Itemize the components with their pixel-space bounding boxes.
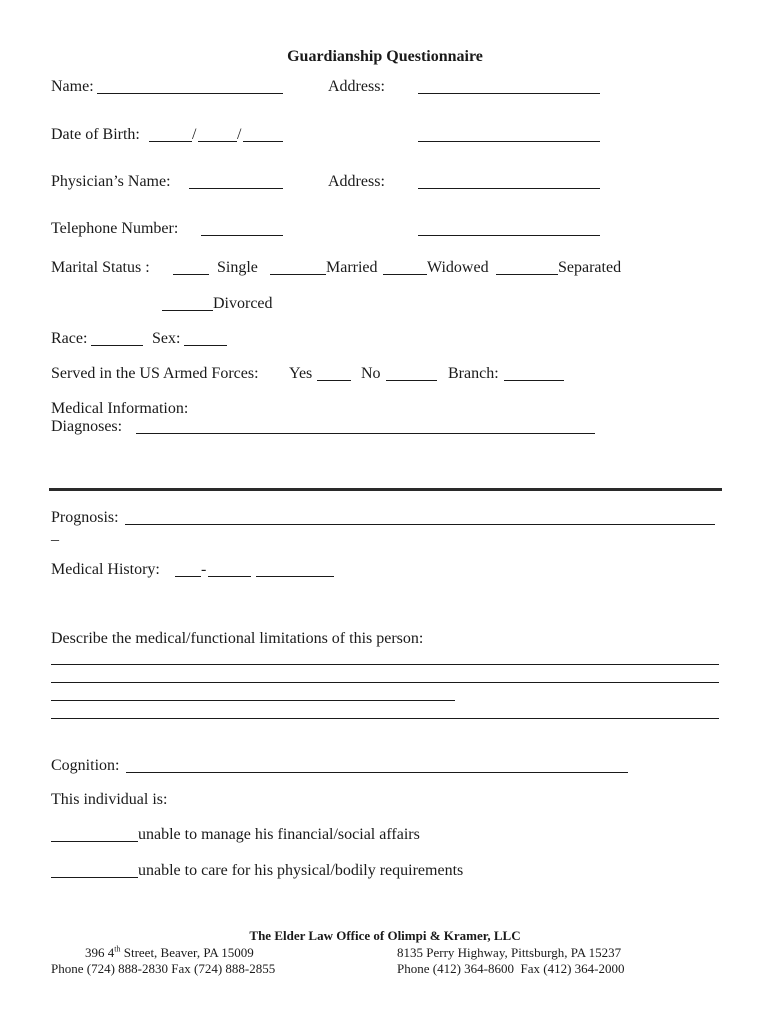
no-label: No: [361, 365, 381, 382]
sex-field[interactable]: [184, 345, 227, 346]
sex-label: Sex:: [152, 330, 181, 347]
yes-label: Yes: [289, 365, 313, 382]
dob-year-field[interactable]: [243, 141, 283, 142]
address-field-line-1[interactable]: [418, 93, 600, 94]
cognition-field[interactable]: [126, 772, 628, 773]
name-field[interactable]: [97, 93, 283, 94]
divorced-label: Divorced: [213, 295, 273, 312]
footer-left-address-number: 396 4: [85, 945, 115, 960]
financial-check-field[interactable]: [51, 841, 138, 842]
limitations-label: Describe the medical/functional limitations of this person:: [51, 630, 424, 647]
footer-right-address: 8135 Perry Highway, Pittsburgh, PA 15237: [397, 945, 622, 960]
dob-separator: /: [237, 126, 242, 143]
footer-left-address-suffix: th: [114, 944, 121, 954]
physician-address-label: Address:: [328, 173, 385, 190]
physician-address-line-1[interactable]: [418, 188, 600, 189]
widowed-field[interactable]: [383, 274, 427, 275]
telephone-field[interactable]: [201, 235, 283, 236]
telephone-label: Telephone Number:: [51, 220, 179, 237]
diagnoses-field[interactable]: [136, 433, 595, 434]
limitations-line[interactable]: [51, 700, 455, 701]
medical-history-field-c[interactable]: [256, 576, 334, 577]
prognosis-continuation: _: [51, 526, 59, 543]
married-label: Married: [326, 259, 378, 276]
individual-label: This individual is:: [51, 791, 168, 808]
cognition-label: Cognition:: [51, 757, 120, 774]
armed-forces-label: Served in the US Armed Forces:: [51, 365, 259, 382]
single-field[interactable]: [173, 274, 209, 275]
limitations-line[interactable]: [51, 682, 719, 683]
separated-field[interactable]: [496, 274, 558, 275]
divorced-field[interactable]: [162, 310, 213, 311]
footer-right-phone: Phone (412) 364-8600 Fax (412) 364-2000: [397, 961, 625, 976]
physician-address-line-2[interactable]: [418, 235, 600, 236]
medical-history-field-b[interactable]: [208, 576, 251, 577]
footer-firm-name: The Elder Law Office of Olimpi & Kramer, LLC: [249, 928, 521, 943]
separated-label: Separated: [558, 259, 622, 276]
diagnoses-label: Diagnoses:: [51, 418, 123, 435]
financial-label: unable to manage his financial/social affairs: [138, 826, 420, 843]
dob-label: Date of Birth:: [51, 126, 140, 143]
page-title: Guardianship Questionnaire: [287, 48, 483, 65]
prognosis-label: Prognosis:: [51, 509, 119, 526]
footer-left-address-street: Street, Beaver, PA 15009: [120, 945, 254, 960]
limitations-line[interactable]: [51, 718, 719, 719]
prognosis-field[interactable]: [125, 524, 715, 525]
section-divider: [49, 488, 722, 491]
single-label: Single: [217, 259, 258, 276]
branch-label: Branch:: [448, 365, 499, 382]
yes-field[interactable]: [317, 380, 351, 381]
address-field-line-2[interactable]: [418, 141, 600, 142]
dob-separator: /: [192, 126, 197, 143]
address-label: Address:: [328, 78, 385, 95]
medical-history-label: Medical History:: [51, 561, 160, 578]
physical-check-field[interactable]: [51, 877, 138, 878]
medical-history-dash: -: [201, 561, 207, 578]
footer-left-phone: Phone (724) 888-2830 Fax (724) 888-2855: [51, 961, 276, 976]
dob-month-field[interactable]: [149, 141, 192, 142]
marital-label: Marital Status :: [51, 259, 150, 276]
medical-history-field-a[interactable]: [175, 576, 201, 577]
race-label: Race:: [51, 330, 88, 347]
married-field[interactable]: [270, 274, 326, 275]
footer-left-address: [85, 945, 254, 961]
branch-field[interactable]: [504, 380, 564, 381]
physician-label: Physician’s Name:: [51, 173, 171, 190]
widowed-label: Widowed: [427, 259, 489, 276]
name-label: Name:: [51, 78, 94, 95]
physical-label: unable to care for his physical/bodily requirements: [138, 862, 464, 879]
physician-field[interactable]: [189, 188, 283, 189]
limitations-line[interactable]: [51, 664, 719, 665]
medical-info-heading: Medical Information:: [51, 400, 189, 417]
dob-day-field[interactable]: [198, 141, 237, 142]
no-field[interactable]: [386, 380, 437, 381]
race-field[interactable]: [91, 345, 143, 346]
